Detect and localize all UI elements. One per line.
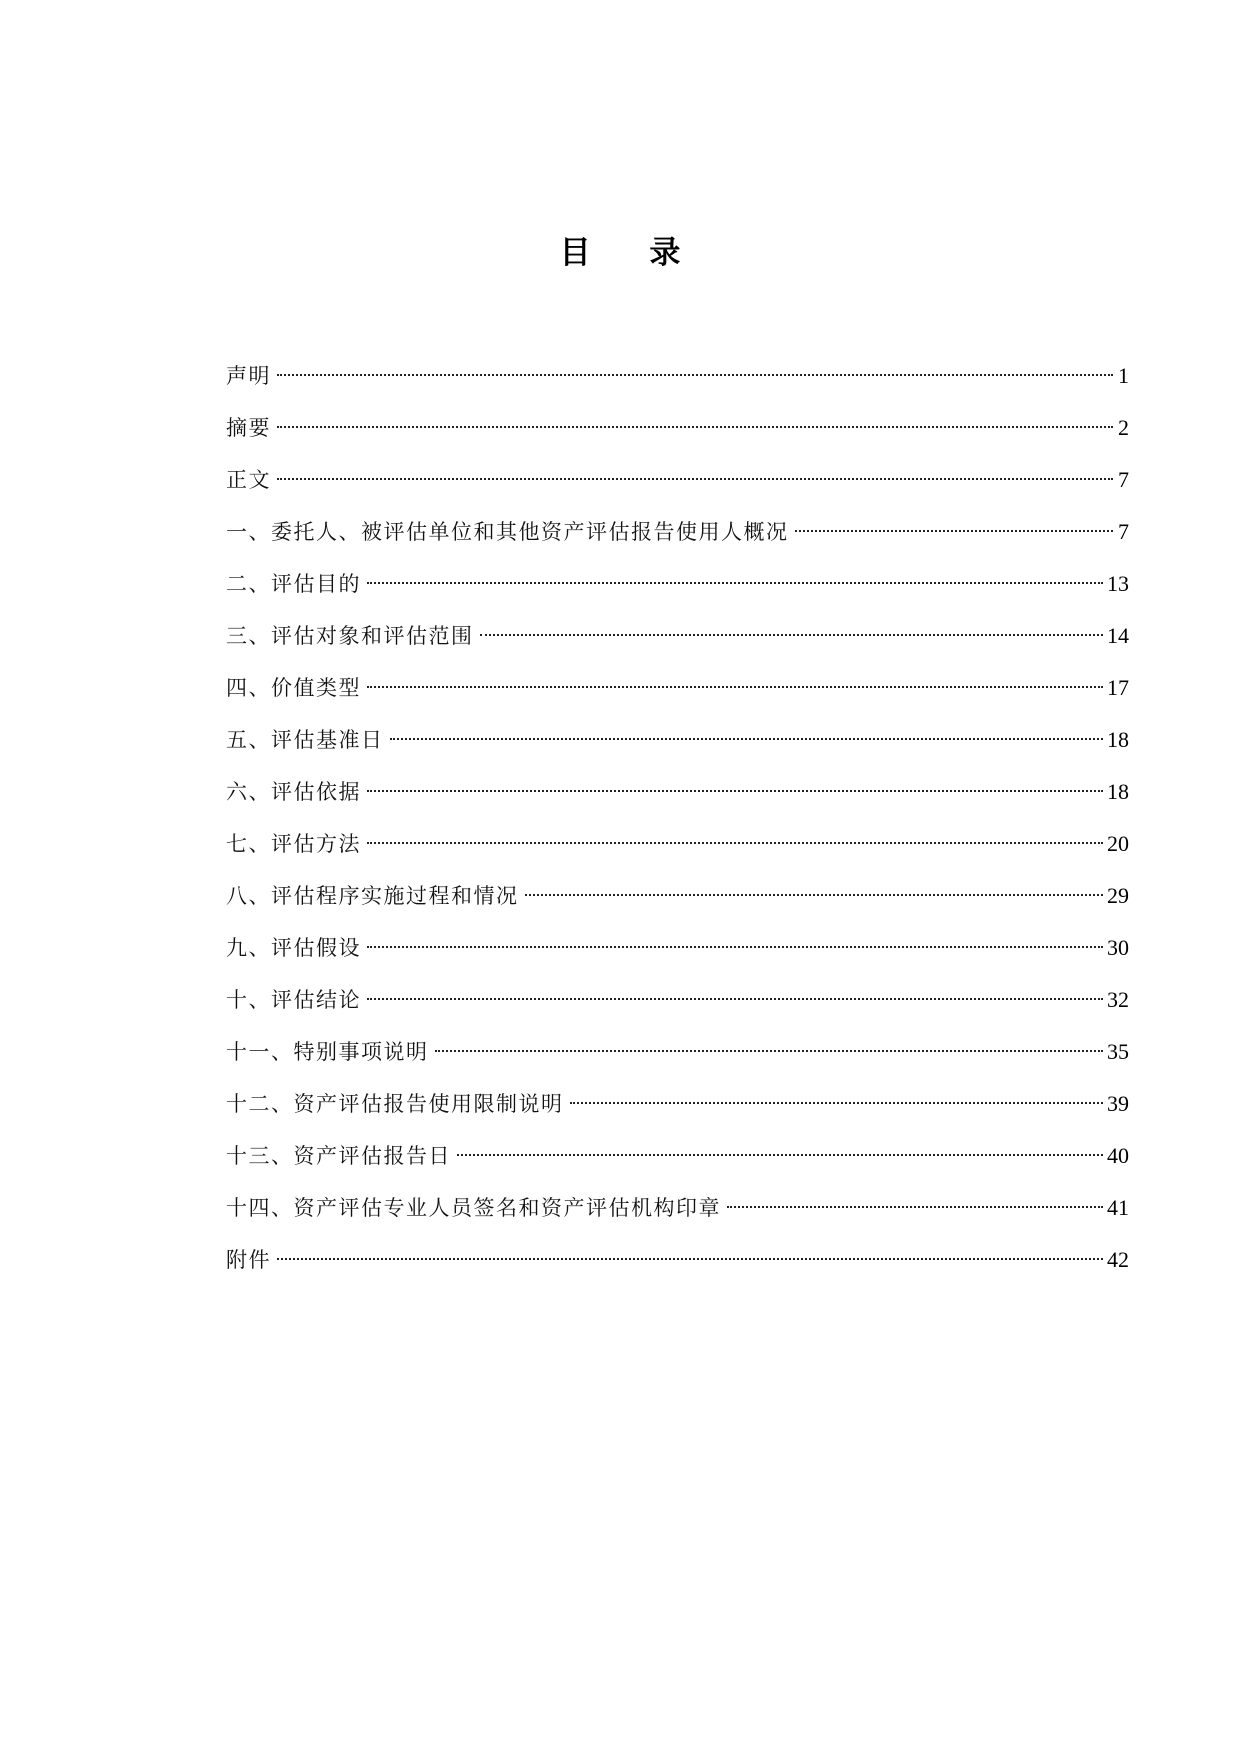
toc-entry-summary[interactable] — [226, 405, 1129, 457]
toc-entry-page-number: 17 — [1107, 675, 1129, 700]
toc-entry-page-number: 39 — [1107, 1091, 1129, 1116]
toc-entry-section-6[interactable] — [226, 769, 1129, 821]
toc-entry-statement[interactable] — [226, 353, 1129, 405]
toc-entry-section-5[interactable] — [226, 717, 1129, 769]
toc-entry-label: 十二、资产评估报告使用限制说明 — [226, 1092, 564, 1116]
toc-entry-label: 六、评估依据 — [226, 780, 361, 804]
toc-entry-page-number: 42 — [1107, 1247, 1129, 1272]
toc-entry-section-3[interactable] — [226, 613, 1129, 665]
toc-entry-page-number: 30 — [1107, 935, 1129, 960]
dot-leader — [277, 457, 1113, 487]
toc-entry-page-number: 7 — [1118, 467, 1129, 492]
dot-leader — [480, 613, 1104, 643]
toc-entry-section-8[interactable] — [226, 873, 1129, 925]
dot-leader — [457, 1133, 1103, 1163]
toc-entry-label: 摘要 — [226, 416, 271, 440]
toc-entry-page-number: 35 — [1107, 1039, 1129, 1064]
toc-entry-page-number: 13 — [1107, 571, 1129, 596]
toc-entry-label: 三、评估对象和评估范围 — [226, 624, 474, 648]
toc-entry-section-2[interactable] — [226, 561, 1129, 613]
toc-entry-appendix[interactable] — [226, 1237, 1129, 1289]
toc-entry-section-7[interactable] — [226, 821, 1129, 873]
toc-entry-page-number: 29 — [1107, 883, 1129, 908]
table-of-contents — [226, 353, 1129, 1289]
dot-leader — [435, 1029, 1104, 1059]
toc-entry-label: 十、评估结论 — [226, 988, 361, 1012]
toc-entry-label: 七、评估方法 — [226, 832, 361, 856]
toc-entry-main-text[interactable] — [226, 457, 1129, 509]
toc-entry-label: 附件 — [226, 1248, 271, 1272]
toc-entry-page-number: 18 — [1107, 779, 1129, 804]
toc-entry-label: 十三、资产评估报告日 — [226, 1144, 451, 1168]
toc-entry-section-12[interactable] — [226, 1081, 1129, 1133]
dot-leader — [277, 1237, 1103, 1267]
toc-entry-label: 八、评估程序实施过程和情况 — [226, 884, 519, 908]
toc-entry-label: 十四、资产评估专业人员签名和资产评估机构印章 — [226, 1196, 721, 1220]
dot-leader — [277, 353, 1113, 383]
toc-entry-page-number: 2 — [1118, 415, 1129, 440]
toc-entry-page-number: 32 — [1107, 987, 1129, 1012]
toc-entry-label: 五、评估基准日 — [226, 728, 384, 752]
toc-entry-section-14[interactable] — [226, 1185, 1129, 1237]
dot-leader — [367, 769, 1103, 799]
toc-entry-page-number: 18 — [1107, 727, 1129, 752]
toc-entry-page-number: 7 — [1118, 519, 1129, 544]
dot-leader — [727, 1185, 1103, 1215]
toc-entry-page-number: 40 — [1107, 1143, 1129, 1168]
toc-entry-label: 四、价值类型 — [226, 676, 361, 700]
toc-entry-label: 正文 — [226, 468, 271, 492]
dot-leader — [367, 561, 1103, 591]
dot-leader — [367, 925, 1103, 955]
dot-leader — [367, 665, 1103, 695]
toc-entry-section-11[interactable] — [226, 1029, 1129, 1081]
toc-entry-page-number: 14 — [1107, 623, 1129, 648]
toc-entry-label: 二、评估目的 — [226, 572, 361, 596]
toc-entry-label: 九、评估假设 — [226, 936, 361, 960]
dot-leader — [367, 821, 1103, 851]
dot-leader — [277, 405, 1113, 435]
dot-leader — [390, 717, 1104, 747]
toc-entry-page-number: 41 — [1107, 1195, 1129, 1220]
toc-entry-section-13[interactable] — [226, 1133, 1129, 1185]
dot-leader — [795, 509, 1114, 539]
toc-entry-label: 一、委托人、被评估单位和其他资产评估报告使用人概况 — [226, 520, 789, 544]
dot-leader — [525, 873, 1104, 903]
toc-entry-label: 声明 — [226, 364, 271, 388]
toc-entry-page-number: 1 — [1118, 363, 1129, 388]
toc-entry-section-9[interactable] — [226, 925, 1129, 977]
toc-entry-section-10[interactable] — [226, 977, 1129, 1029]
toc-entry-section-1[interactable] — [226, 509, 1129, 561]
toc-entry-section-4[interactable] — [226, 665, 1129, 717]
toc-entry-page-number: 20 — [1107, 831, 1129, 856]
dot-leader — [570, 1081, 1104, 1111]
page-title: 目 录 — [559, 234, 705, 271]
toc-entry-label: 十一、特别事项说明 — [226, 1040, 429, 1064]
dot-leader — [367, 977, 1103, 1007]
